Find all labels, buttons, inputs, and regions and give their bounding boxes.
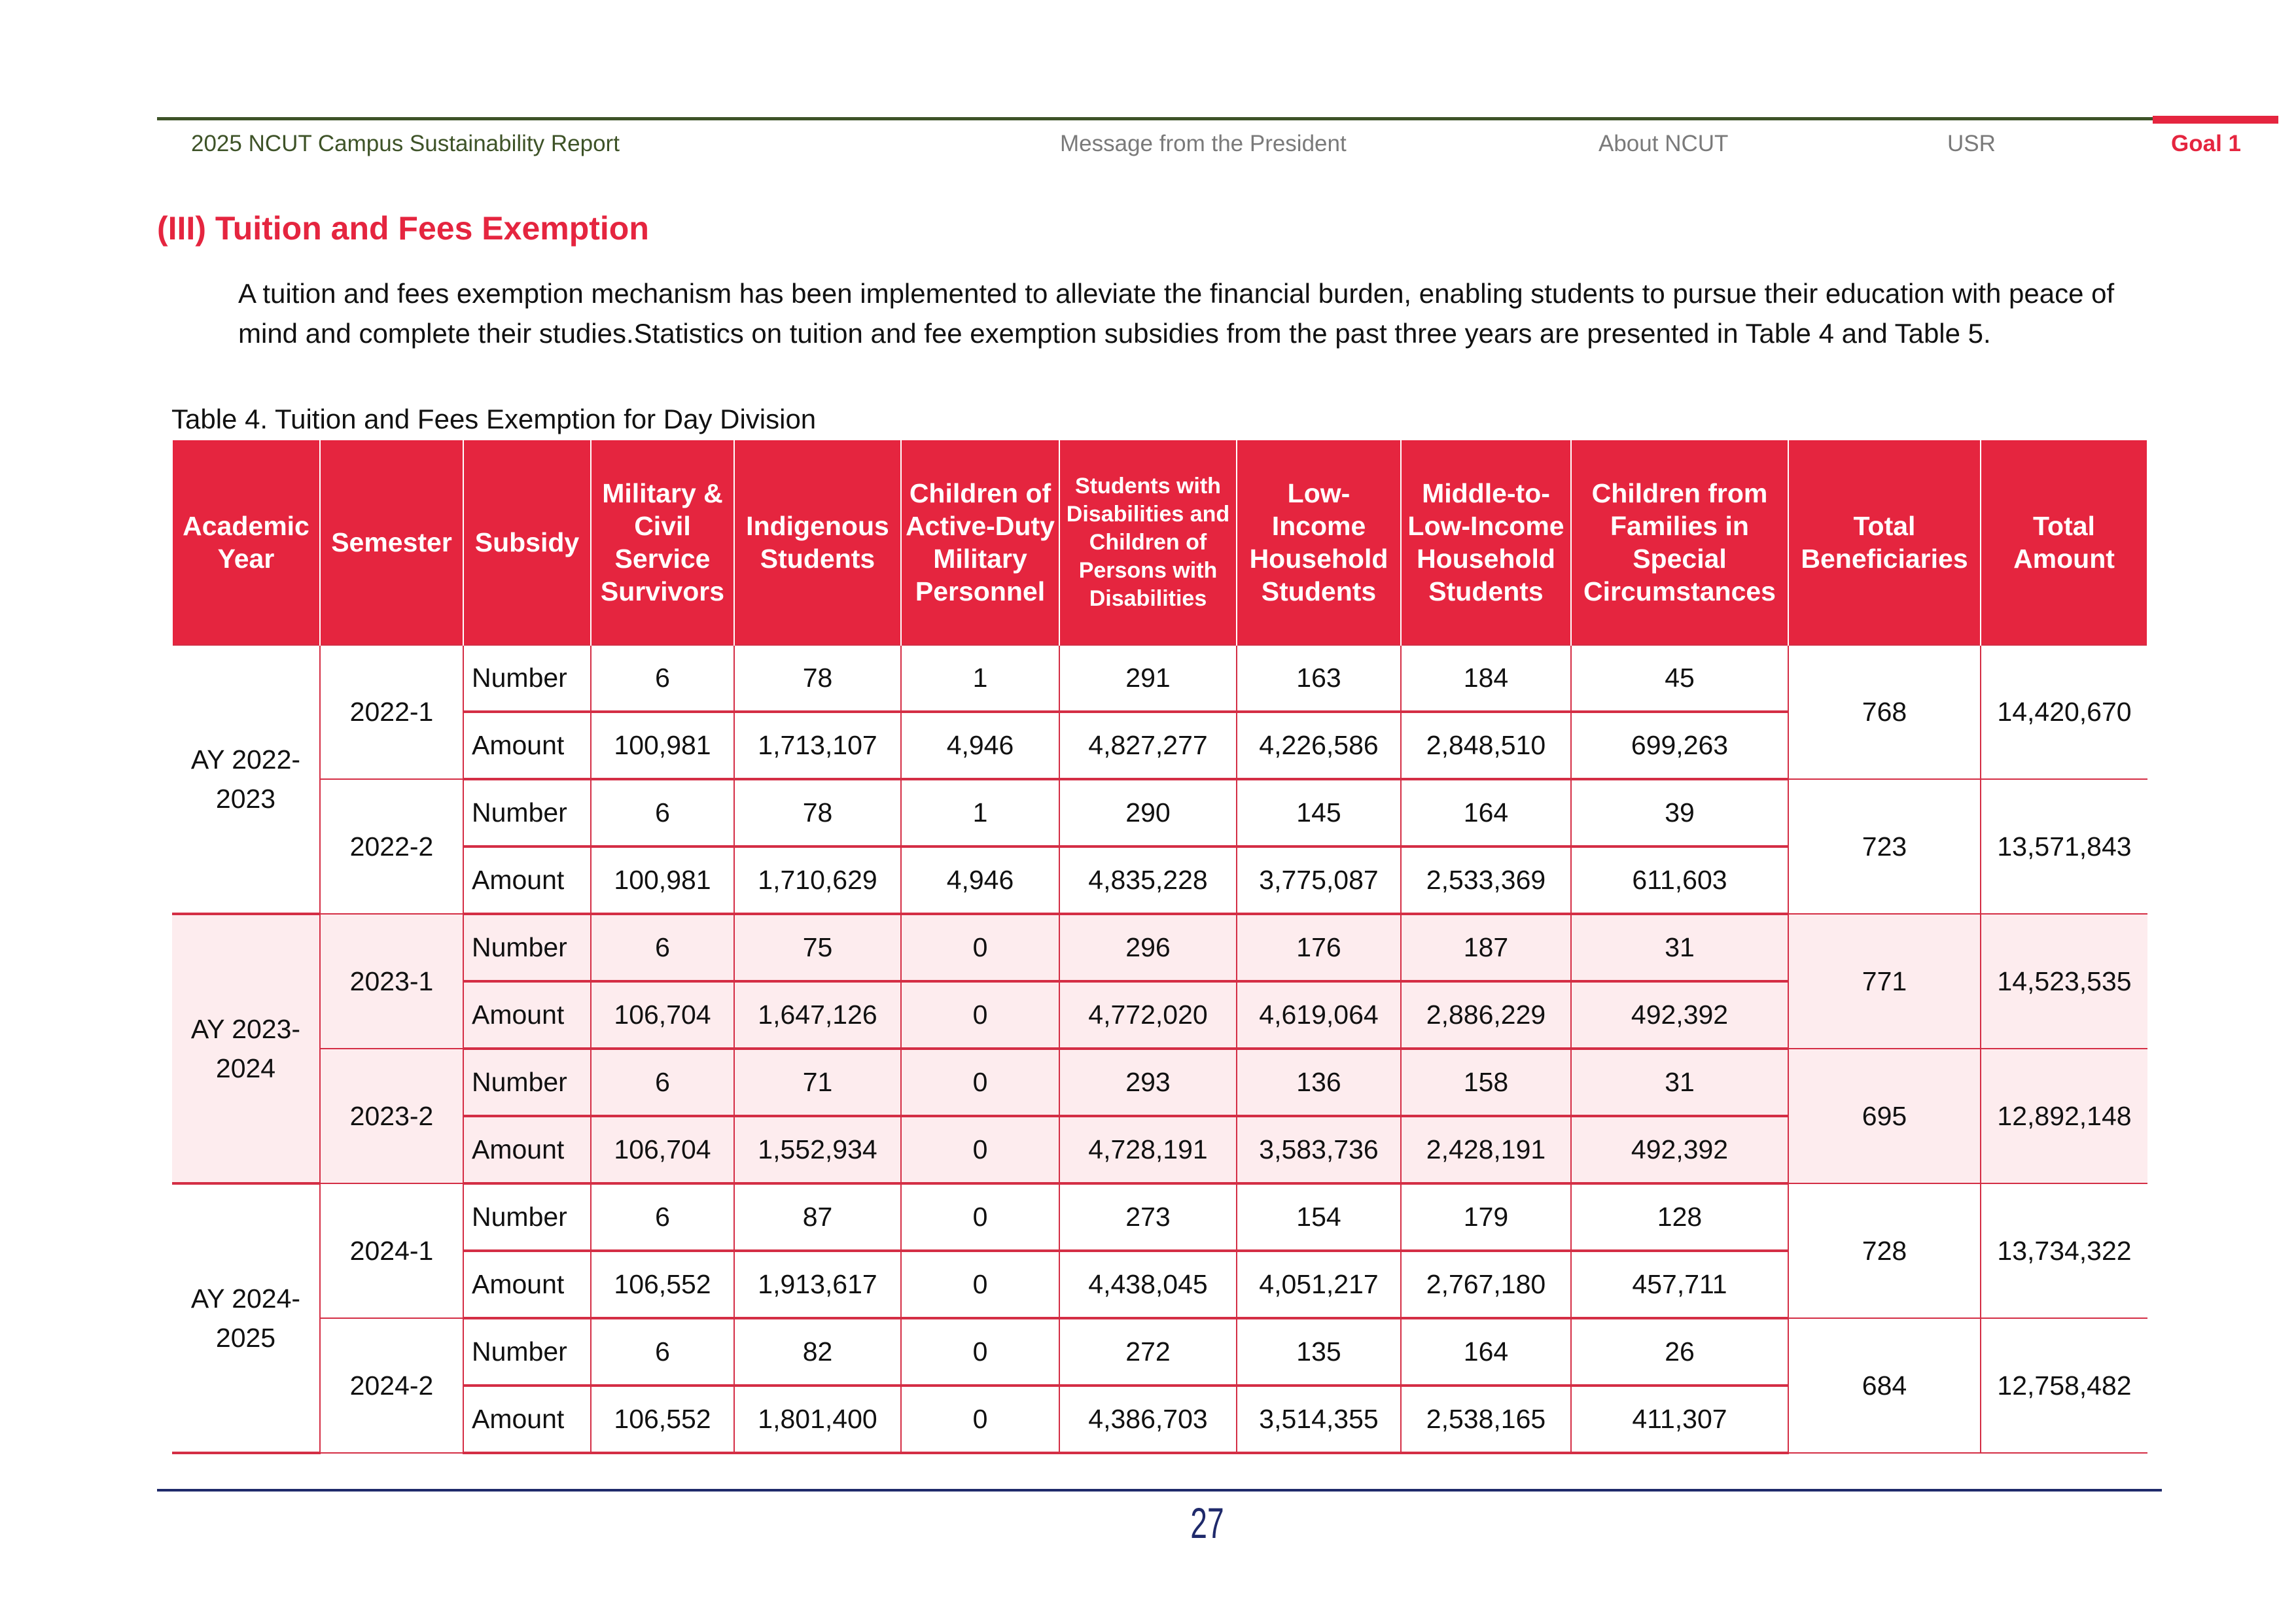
table-caption: Table 4. Tuition and Fees Exemption for Day Division <box>171 404 817 434</box>
number-cell: 158 <box>1401 1049 1571 1116</box>
subsidy-label: Amount <box>463 1251 591 1318</box>
subsidy-label: Amount <box>463 1116 591 1183</box>
column-header: Total Amount <box>1981 440 2147 645</box>
number-cell: 154 <box>1237 1183 1401 1251</box>
number-cell: 163 <box>1237 645 1401 712</box>
subsidy-label: Amount <box>463 981 591 1049</box>
number-cell: 71 <box>734 1049 901 1116</box>
number-cell: 273 <box>1059 1183 1237 1251</box>
academic-year-cell: AY 2022-2023 <box>172 645 320 914</box>
amount-cell: 0 <box>901 1116 1059 1183</box>
subsidy-label: Number <box>463 1318 591 1386</box>
number-cell: 296 <box>1059 914 1237 981</box>
amount-cell: 2,886,229 <box>1401 981 1571 1049</box>
subsidy-label: Number <box>463 779 591 846</box>
amount-cell: 106,704 <box>591 981 734 1049</box>
number-cell: 184 <box>1401 645 1571 712</box>
number-cell: 31 <box>1571 1049 1788 1116</box>
total-beneficiaries-cell: 768 <box>1788 645 1981 779</box>
page-number: 27 <box>1190 1499 1224 1547</box>
amount-cell: 4,438,045 <box>1059 1251 1237 1318</box>
amount-cell: 4,619,064 <box>1237 981 1401 1049</box>
amount-cell: 2,538,165 <box>1401 1386 1571 1453</box>
subsidy-label: Number <box>463 645 591 712</box>
amount-cell: 4,827,277 <box>1059 712 1237 779</box>
amount-cell: 1,647,126 <box>734 981 901 1049</box>
table-row <box>172 914 2147 981</box>
header-goal-marker <box>2153 116 2278 124</box>
number-cell: 82 <box>734 1318 901 1386</box>
number-cell: 136 <box>1237 1049 1401 1116</box>
number-cell: 78 <box>734 779 901 846</box>
amount-cell: 1,713,107 <box>734 712 901 779</box>
nav-goal-1[interactable]: Goal 1 <box>2171 131 2241 156</box>
amount-cell: 4,835,228 <box>1059 846 1237 914</box>
table-row <box>172 779 2147 846</box>
total-beneficiaries-cell: 723 <box>1788 779 1981 914</box>
intro-paragraph: A tuition and fees exemption mechanism has been implemented to alleviate the financial burden, enabling students to pursue their education with peace of mind and complete their studies.Statistics on tuition and fee exemption subsidies from the past three years are presented in Table 4 and Table 5. <box>238 278 2115 349</box>
subsidy-label: Number <box>463 1183 591 1251</box>
total-amount-cell: 14,420,670 <box>1981 645 2147 779</box>
amount-cell: 457,711 <box>1571 1251 1788 1318</box>
total-beneficiaries-cell: 695 <box>1788 1049 1981 1183</box>
table-row <box>172 1183 2147 1251</box>
amount-cell: 100,981 <box>591 712 734 779</box>
nav-usr[interactable]: USR <box>1947 131 1996 156</box>
column-header: Total Beneficiaries <box>1788 440 1981 645</box>
number-cell: 6 <box>591 1049 734 1116</box>
total-amount-cell: 13,734,322 <box>1981 1183 2147 1318</box>
number-cell: 39 <box>1571 779 1788 846</box>
semester-cell: 2023-1 <box>320 914 463 1049</box>
number-cell: 164 <box>1401 1318 1571 1386</box>
table-header-row <box>172 440 2147 645</box>
amount-cell: 4,226,586 <box>1237 712 1401 779</box>
total-amount-cell: 14,523,535 <box>1981 914 2147 1049</box>
number-cell: 187 <box>1401 914 1571 981</box>
amount-cell: 0 <box>901 1251 1059 1318</box>
amount-cell: 4,051,217 <box>1237 1251 1401 1318</box>
column-header: Children of Active-Duty Military Personnel <box>901 440 1059 645</box>
semester-cell: 2022-2 <box>320 779 463 914</box>
column-header: Students with Disabilities and Children of Persons with Disabilities <box>1059 440 1237 645</box>
table-row <box>172 645 2147 712</box>
amount-cell: 492,392 <box>1571 1116 1788 1183</box>
amount-cell: 2,848,510 <box>1401 712 1571 779</box>
amount-cell: 4,946 <box>901 712 1059 779</box>
number-cell: 26 <box>1571 1318 1788 1386</box>
amount-cell: 3,514,355 <box>1237 1386 1401 1453</box>
number-cell: 164 <box>1401 779 1571 846</box>
semester-cell: 2022-1 <box>320 645 463 779</box>
number-cell: 75 <box>734 914 901 981</box>
number-cell: 293 <box>1059 1049 1237 1116</box>
column-header: Children from Families in Special Circumstances <box>1571 440 1788 645</box>
column-header: Academic Year <box>172 440 320 645</box>
number-cell: 0 <box>901 1183 1059 1251</box>
semester-cell: 2023-2 <box>320 1049 463 1183</box>
footer-rule <box>157 1489 2162 1492</box>
number-cell: 6 <box>591 1318 734 1386</box>
number-cell: 291 <box>1059 645 1237 712</box>
amount-cell: 106,704 <box>591 1116 734 1183</box>
total-beneficiaries-cell: 771 <box>1788 914 1981 1049</box>
total-amount-cell: 12,758,482 <box>1981 1318 2147 1453</box>
table-row <box>172 1049 2147 1116</box>
subsidy-label: Amount <box>463 712 591 779</box>
subsidy-label: Amount <box>463 846 591 914</box>
column-header: Middle-to-Low-Income Household Students <box>1401 440 1571 645</box>
amount-cell: 100,981 <box>591 846 734 914</box>
amount-cell: 1,801,400 <box>734 1386 901 1453</box>
amount-cell: 4,946 <box>901 846 1059 914</box>
subsidy-label: Number <box>463 1049 591 1116</box>
nav-about-ncut[interactable]: About NCUT <box>1598 131 1729 156</box>
subsidy-label: Number <box>463 914 591 981</box>
number-cell: 272 <box>1059 1318 1237 1386</box>
number-cell: 78 <box>734 645 901 712</box>
report-title: 2025 NCUT Campus Sustainability Report <box>191 131 620 156</box>
amount-cell: 2,533,369 <box>1401 846 1571 914</box>
number-cell: 6 <box>591 914 734 981</box>
amount-cell: 411,307 <box>1571 1386 1788 1453</box>
amount-cell: 106,552 <box>591 1386 734 1453</box>
number-cell: 1 <box>901 645 1059 712</box>
section-title: (III) Tuition and Fees Exemption <box>157 210 649 247</box>
number-cell: 45 <box>1571 645 1788 712</box>
nav-message-from-president[interactable]: Message from the President <box>1060 131 1347 156</box>
amount-cell: 0 <box>901 981 1059 1049</box>
amount-cell: 1,913,617 <box>734 1251 901 1318</box>
amount-cell: 699,263 <box>1571 712 1788 779</box>
amount-cell: 1,552,934 <box>734 1116 901 1183</box>
amount-cell: 1,710,629 <box>734 846 901 914</box>
number-cell: 6 <box>591 645 734 712</box>
column-header: Indigenous Students <box>734 440 901 645</box>
number-cell: 87 <box>734 1183 901 1251</box>
amount-cell: 3,583,736 <box>1237 1116 1401 1183</box>
number-cell: 290 <box>1059 779 1237 846</box>
number-cell: 1 <box>901 779 1059 846</box>
number-cell: 128 <box>1571 1183 1788 1251</box>
number-cell: 0 <box>901 1049 1059 1116</box>
number-cell: 0 <box>901 914 1059 981</box>
total-amount-cell: 12,892,148 <box>1981 1049 2147 1183</box>
number-cell: 6 <box>591 779 734 846</box>
column-header: Low-Income Household Students <box>1237 440 1401 645</box>
column-header: Subsidy <box>463 440 591 645</box>
amount-cell: 4,728,191 <box>1059 1116 1237 1183</box>
column-header: Semester <box>320 440 463 645</box>
amount-cell: 2,428,191 <box>1401 1116 1571 1183</box>
column-header: Military & Civil Service Survivors <box>591 440 734 645</box>
semester-cell: 2024-2 <box>320 1318 463 1453</box>
amount-cell: 0 <box>901 1386 1059 1453</box>
amount-cell: 611,603 <box>1571 846 1788 914</box>
academic-year-cell: AY 2024-2025 <box>172 1183 320 1453</box>
amount-cell: 3,775,087 <box>1237 846 1401 914</box>
header-rule <box>157 117 2153 120</box>
number-cell: 145 <box>1237 779 1401 846</box>
amount-cell: 106,552 <box>591 1251 734 1318</box>
number-cell: 0 <box>901 1318 1059 1386</box>
number-cell: 176 <box>1237 914 1401 981</box>
tuition-exemption-table <box>171 440 2148 1454</box>
total-beneficiaries-cell: 684 <box>1788 1318 1981 1453</box>
amount-cell: 4,386,703 <box>1059 1386 1237 1453</box>
number-cell: 179 <box>1401 1183 1571 1251</box>
subsidy-label: Amount <box>463 1386 591 1453</box>
number-cell: 6 <box>591 1183 734 1251</box>
academic-year-cell: AY 2023-2024 <box>172 914 320 1183</box>
amount-cell: 4,772,020 <box>1059 981 1237 1049</box>
table-row <box>172 1318 2147 1386</box>
amount-cell: 492,392 <box>1571 981 1788 1049</box>
amount-cell: 2,767,180 <box>1401 1251 1571 1318</box>
semester-cell: 2024-1 <box>320 1183 463 1318</box>
number-cell: 31 <box>1571 914 1788 981</box>
total-beneficiaries-cell: 728 <box>1788 1183 1981 1318</box>
total-amount-cell: 13,571,843 <box>1981 779 2147 914</box>
number-cell: 135 <box>1237 1318 1401 1386</box>
